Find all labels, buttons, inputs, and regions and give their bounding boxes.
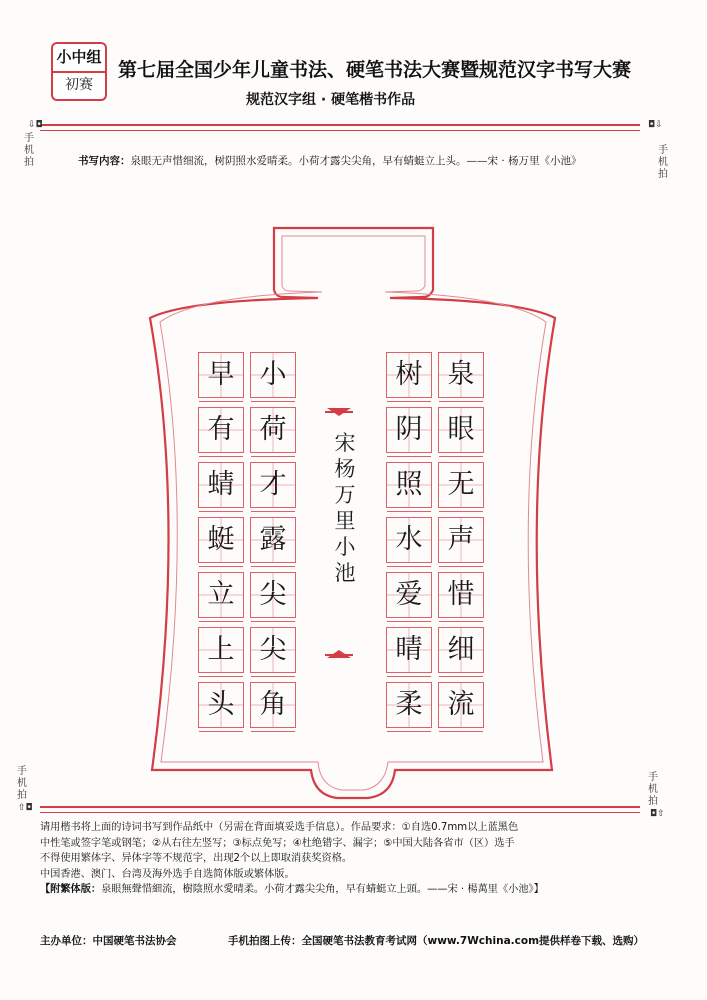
poem-char: 蜓 bbox=[207, 524, 235, 555]
char-cell bbox=[438, 352, 484, 398]
poem-char: 立 bbox=[207, 579, 235, 610]
poem-char: 露 bbox=[259, 524, 287, 555]
char-cell bbox=[198, 627, 244, 673]
char-cell bbox=[438, 627, 484, 673]
char-cell bbox=[386, 627, 432, 673]
poem-char: 阴 bbox=[395, 414, 423, 445]
char-cell bbox=[386, 682, 432, 728]
traditional-text: 泉眼無聲惜細流，樹陰照水愛晴柔。小荷才露尖尖角，早有蜻蜓立上頭。——宋 · 楊萬里《小池》】 bbox=[101, 884, 544, 895]
char-cell bbox=[438, 572, 484, 618]
poem-char: 蜻 bbox=[207, 469, 235, 500]
char-cell bbox=[198, 352, 244, 398]
phone-mark-right-bottom: 手机拍 bbox=[648, 772, 658, 807]
camera-icon: ⇩◘ bbox=[28, 120, 43, 130]
bottom-rule bbox=[40, 806, 640, 808]
writing-content-text: 泉眼无声惜细流，树阴照水爱晴柔。小荷才露尖尖角，早有蜻蜓立上头。——宋 · 杨万里《小池》 bbox=[130, 155, 582, 167]
poem-char: 有 bbox=[207, 414, 235, 445]
badge-group-label: 小中组 bbox=[53, 44, 105, 73]
char-cell bbox=[198, 572, 244, 618]
poem-column-3 bbox=[250, 352, 296, 737]
char-cell bbox=[250, 352, 296, 398]
poem-char: 无 bbox=[447, 469, 475, 500]
requirements-block bbox=[40, 820, 640, 898]
contest-title: 第七届全国少年儿童书法、硬笔书法大赛暨规范汉字书写大赛 bbox=[118, 59, 632, 81]
poem-column-4 bbox=[198, 352, 244, 737]
char-cell bbox=[386, 462, 432, 508]
poem-char: 眼 bbox=[447, 414, 475, 445]
camera-icon: ⇧◘ bbox=[18, 803, 33, 813]
poem-char: 流 bbox=[447, 689, 475, 720]
requirements-line: 请用楷书将上面的诗词书写到作品纸中（另需在背面填妥选手信息）。作品要求：①自选0.7mm以上蓝黑色 bbox=[40, 822, 519, 833]
traditional-version bbox=[40, 882, 640, 898]
poem-char: 早 bbox=[207, 359, 235, 390]
char-cell bbox=[198, 682, 244, 728]
poem-column-2 bbox=[386, 352, 432, 737]
poem-char: 照 bbox=[395, 469, 423, 500]
char-cell bbox=[198, 462, 244, 508]
poem-char: 水 bbox=[395, 524, 423, 555]
phone-mark-left-bottom: 手机拍 bbox=[17, 766, 27, 801]
char-cell bbox=[438, 407, 484, 453]
char-cell bbox=[386, 407, 432, 453]
poem-char: 荷 bbox=[259, 414, 287, 445]
poem-char: 才 bbox=[259, 469, 287, 500]
badge-round-label: 初赛 bbox=[65, 77, 93, 93]
char-cell bbox=[250, 462, 296, 508]
char-cell bbox=[250, 572, 296, 618]
phone-mark-right-top: 手机拍 bbox=[658, 145, 668, 180]
char-cell bbox=[438, 682, 484, 728]
char-cell bbox=[438, 517, 484, 563]
poem-char: 泉 bbox=[447, 359, 475, 390]
poem-char: 上 bbox=[207, 634, 235, 665]
poem-char: 细 bbox=[447, 634, 475, 665]
char-cell bbox=[250, 682, 296, 728]
char-cell bbox=[250, 407, 296, 453]
char-cell bbox=[386, 352, 432, 398]
writing-content-label: 书写内容： bbox=[78, 155, 131, 167]
poem-char: 尖 bbox=[259, 579, 287, 610]
poem-char: 声 bbox=[447, 524, 475, 555]
char-cell bbox=[198, 517, 244, 563]
char-cell bbox=[386, 572, 432, 618]
contest-subtitle: 规范汉字组 · 硬笔楷书作品 bbox=[246, 92, 416, 108]
upload-info: 手机拍图上传：全国硬笔书法教育考试网（www.7Wchina.com提供样卷下载、选购） bbox=[228, 935, 645, 947]
organizer: 主办单位：中国硬笔书法协会 bbox=[40, 935, 177, 947]
camera-icon: ◘⇩ bbox=[648, 120, 663, 130]
traditional-label: 【附繁体版： bbox=[40, 884, 102, 895]
poem-char: 柔 bbox=[395, 689, 423, 720]
char-cell bbox=[250, 627, 296, 673]
poem-char: 惜 bbox=[447, 579, 475, 610]
char-cell bbox=[438, 462, 484, 508]
poem-column-1 bbox=[438, 352, 484, 737]
poem-char: 尖 bbox=[259, 634, 287, 665]
char-cell bbox=[250, 517, 296, 563]
bottom-rule-thin bbox=[40, 812, 640, 813]
requirements-line: 中性笔或签字笔或钢笔；②从右往左竖写；③标点免写；④杜绝错字、漏字；⑤中国大陆各省市（区）选手 bbox=[40, 837, 515, 849]
poem-char: 小 bbox=[259, 359, 287, 390]
char-cell bbox=[198, 407, 244, 453]
poem-char: 角 bbox=[259, 689, 287, 720]
requirements-line: 不得使用繁体字、异体字等不规范字，出现2个以上即取消获奖资格。 bbox=[40, 853, 353, 864]
char-cell bbox=[386, 517, 432, 563]
poem-char: 树 bbox=[395, 359, 423, 390]
requirements-line: 中国香港、澳门、台湾及海外选手自选简体版或繁体版。 bbox=[40, 868, 295, 880]
poem-attribution: 宋杨万里小池 bbox=[334, 431, 356, 585]
phone-mark-left-top: 手机拍 bbox=[24, 133, 34, 168]
camera-icon: ◘⇧ bbox=[650, 809, 665, 819]
poem-char: 头 bbox=[207, 689, 235, 720]
poem-char: 爱 bbox=[395, 579, 423, 610]
poem-char: 晴 bbox=[395, 634, 423, 665]
